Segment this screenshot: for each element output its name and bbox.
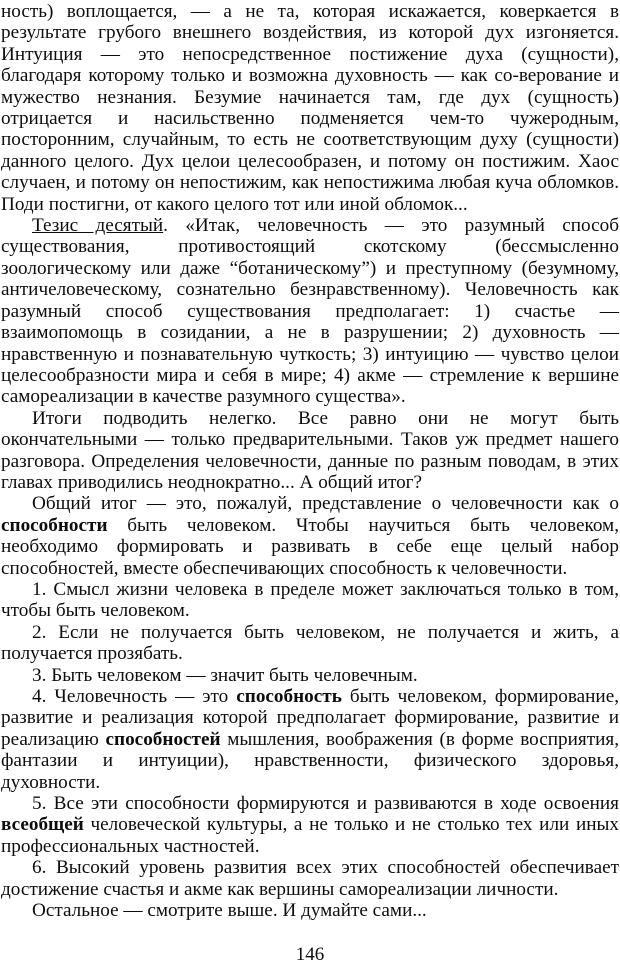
list-item-4-text-c: мышления, воображения (в форме восприятия, фантазии и интуиции), нравственности, физического здоровья, духовности.	[1, 728, 619, 793]
list-item-5-text-a: 5. Все эти способности формируются и развиваются в ходе освоения	[32, 793, 619, 815]
list-item-6	[1, 857, 619, 900]
paragraph-4-text-b: быть человеком. Чтобы научиться быть человеком, необходимо формировать и развивать в себе еще целый набор способностей, вместе обеспечивающих способность к человечности.	[1, 514, 619, 579]
page-number: 146	[295, 944, 325, 965]
closing-line-text: Остальное — смотрите выше. И думайте сами...	[32, 900, 427, 922]
paragraph-4-bold: способности	[1, 514, 108, 536]
thesis-text: . «Итак, человечность — это разумный способ существования, противостоящий скотскому (бессмысленно зоологическому или даже “ботаническому”) и преступному (безумному, античеловеческому, сознательно безнравственному). Человечность как разумный способ существования предполагает: 1) счастье — взаимопомощь в созидании, а не в разрушении; 2) духовность — нравственную и познавательную чуткость; 3) интуицию — чувство целои целесообразности мира и себя в мире; 4) акме — стремление к вершине самореализации в качестве разумного существа».	[1, 215, 619, 408]
body-text	[1, 1, 619, 921]
list-item-1	[1, 579, 619, 622]
paragraph-4	[1, 493, 619, 579]
list-item-4-text-b: быть человеком, формирование, развитие и реализация которой предполагает формирование, развитие и реализацию	[1, 686, 620, 750]
paragraph-3-text: Итоги подводить нелегко. Все равно они не могут быть окончательными — только предварительными. Таков уж предмет нашего разговора. Определения человечности, данные по разным поводам, в этих главах приводились неоднократно... А общий итог?	[1, 407, 619, 493]
paragraph-thesis-ten	[1, 215, 619, 408]
list-item-4-bold-1: способность	[236, 686, 342, 707]
paragraph-1-text: ность) воплощается, — а не та, которая искажается, коверкается в результате грубого внешнего воздействия, из которой дух изгоняется. Интуиция — это непосредственное постижение духа (сущности), благодаря которому только и возможна духовность — как со-верование и мужество незнания. Безумие начинается там, где дух (сущность) отрицается и насильственно подменяется чем-то чужеродным, посторонним, случайным, то есть не соответствующим духу (сущности) данного целого. Дух целои целесообразен, и потому он постижим. Хаос случаен, и потому он непостижим, как непостижима любая куча обломков. Поди постигни, от какого целого тот или иной обломок...	[1, 1, 619, 215]
list-item-2-text: 2. Если не получается быть человеком, не получается и жить, а получается прозябать.	[1, 621, 619, 665]
list-item-4	[1, 686, 619, 793]
list-item-3-text: 3. Быть человеком — значит быть человечным.	[32, 664, 418, 686]
list-item-5-text-b: человеческой культуры, а не только и не столько тех или иных профессиональных частностей.	[1, 814, 619, 857]
thesis-heading: Тезис десятый	[32, 215, 164, 237]
list-item-1-text: 1. Смысл жизни человека в пределе может заключаться только в том, чтобы быть человеком.	[1, 578, 619, 622]
list-item-2	[1, 622, 619, 665]
list-item-5	[1, 793, 619, 857]
paragraph-1	[1, 1, 619, 215]
closing-line	[1, 900, 619, 921]
list-item-4-text-a: 4. Человечность — это	[32, 686, 237, 707]
list-item-4-bold-2: способностей	[105, 728, 221, 750]
paragraph-4-text-a: Общий итог — это, пожалуй, представление о человечности как о	[32, 493, 619, 515]
list-item-5-bold: всеобщей	[1, 814, 84, 836]
list-item-6-text: 6. Высокий уровень развития всех этих способностей обеспечивает достижение счастья и акме как вершины самореализации личности.	[1, 857, 619, 900]
list-item-3	[1, 665, 619, 686]
paragraph-3	[1, 408, 619, 494]
